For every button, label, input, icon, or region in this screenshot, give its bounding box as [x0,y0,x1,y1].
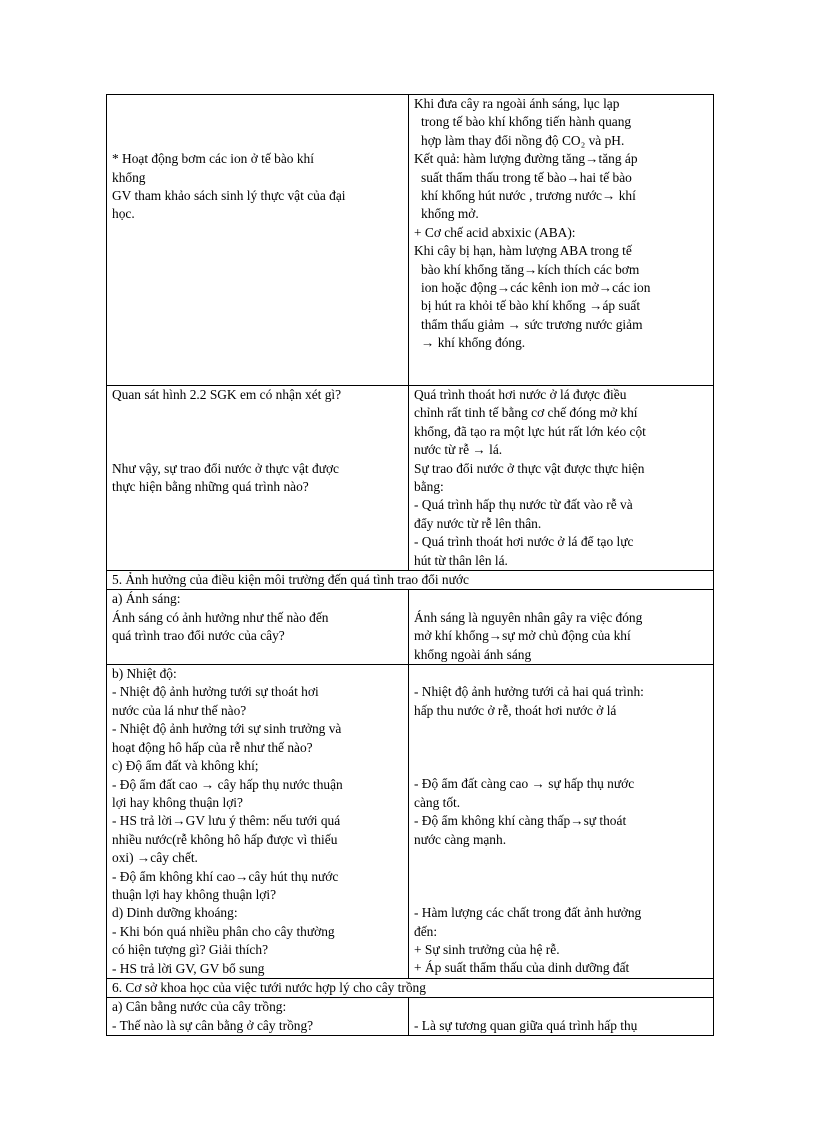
text-line: - Độ ẩm không khí càng thấp→sự thoát [414,813,627,829]
text-line: nước càng mạnh. [414,831,507,847]
text-line: - Quá trình thoát hơi nước ở lá để tạo lực [414,534,634,550]
text-line: nước của lá như thế nào? [112,702,247,718]
text-line: đến: [414,923,438,939]
text-line: a) Ánh sáng: [112,591,181,607]
text-line: mở khí khổng→sự mở chủ động của khí [414,628,631,644]
text-line: thực hiện bằng những quá trình nào? [112,478,309,494]
text-line: + Áp suất thẩm thấu của dinh dưỡng đất [414,960,630,976]
text-line: → khí khổng đóng. [421,335,526,351]
text-line [414,590,708,608]
text-line: + Sự sinh trưởng của hệ rễ. [414,942,560,958]
text-line: - Độ ẩm đất cao → cây hấp thụ nước thuận [112,776,343,792]
text-line: Khi cây bị hạn, hàm lượng ABA trong tế [414,243,632,259]
text-line: - HS trả lời GV, GV bổ sung [112,960,265,976]
text-line: - Thế nào là sự cân bằng ở cây trồng? [112,1017,314,1033]
table-row [107,998,714,1036]
text-line: thẩm thấu giảm → sức trương nước giảm [421,316,643,332]
text-line: suất thẩm thấu trong tế bào→hai tế bào [421,169,632,185]
text-line: nước từ rễ → lá. [414,442,503,458]
text-line: khổng mở. [421,206,479,222]
table-row [107,95,714,386]
text-line: khổng, đã tạo ra một lực hút rất lớn kéo cột [414,423,646,439]
teacher-activity-cell [107,998,409,1036]
text-line: chỉnh rất tinh tế bằng cơ chế đóng mở khí [414,405,638,421]
text-line: c) Độ ẩm đất và không khí; [112,758,259,774]
text-line: Ánh sáng có ảnh hưởng như thế nào đến [112,609,329,625]
text-line: * Hoạt động bơm các ion ở tế bào khí [112,151,314,167]
text-line: - Quá trình hấp thụ nước từ đất vào rễ và [414,497,633,513]
text-line: a) Cân bằng nước của cây trồng: [112,999,287,1015]
content-cell [409,998,714,1036]
text-line [112,423,403,441]
text-line [112,95,403,113]
teacher-activity-cell [107,95,409,386]
text-line [414,867,708,885]
section-heading-row [107,571,714,590]
lesson-table [106,94,714,1036]
text-line: oxi) →cây chết. [112,850,198,866]
text-line [414,739,708,757]
text-line: hấp thu nước ở rễ, thoát hơi nước ở lá [414,702,617,718]
content-cell [409,95,714,386]
content-cell [409,386,714,571]
table-row [107,386,714,571]
content-cell [409,590,714,665]
table-row [107,590,714,665]
teacher-activity-cell [107,590,409,665]
text-line: khổng [112,169,146,185]
text-line: quá trình trao đổi nước của cây? [112,628,285,644]
text-line: hợp làm thay đổi nồng độ CO₂ và pH. [421,132,625,148]
text-line: càng tốt. [414,794,461,810]
text-line [414,665,708,683]
text-line: Ánh sáng là nguyên nhân gây ra việc đóng [414,609,643,625]
table-row [107,665,714,979]
text-line [112,113,403,131]
section-heading-row [107,978,714,997]
text-line: - Độ ẩm không khí cao→cây hút thụ nước [112,868,339,884]
text-line: hút từ thân lên lá. [414,552,508,568]
text-line: có hiện tượng gì? Giải thích? [112,942,269,958]
text-line: bị hút ra khỏi tế bào khí khổng →áp suất [421,298,641,314]
teacher-activity-cell [107,386,409,571]
text-line: bằng: [414,479,444,495]
text-line: - Nhiệt độ ảnh hưởng tưới sự thoát hơi [112,684,319,700]
teacher-activity-cell [107,665,409,979]
text-line: - Hàm lượng các chất trong đất ảnh hưởng [414,905,642,921]
text-line: khí khổng hút nước , trương nước→ khí [421,188,636,204]
text-line: đẩy nước từ rễ lên thân. [414,515,542,531]
text-line: trong tế bào khí khổng tiến hành quang [421,114,632,130]
text-line: lợi hay không thuận lợi? [112,794,243,810]
text-line: - Là sự tương quan giữa quá trình hấp thụ [414,1017,638,1033]
text-line [414,757,708,775]
text-line: GV tham khảo sách sinh lý thực vật của đại [112,187,346,203]
section-heading: 5. Ảnh hưởng của điều kiện môi trường đến quá tình trao đổi nước [107,571,714,590]
text-line [112,132,403,150]
text-line: khổng ngoài ánh sáng [414,646,532,662]
text-line: hoạt động hô hấp của rễ như thế nào? [112,739,313,755]
text-line: Quan sát hình 2.2 SGK em có nhận xét gì? [112,387,342,402]
text-line: - HS trả lời→GV lưu ý thêm: nếu tưới quá [112,813,341,829]
text-line [112,404,403,422]
text-line: Kết quả: hàm lượng đường tăng→tăng áp [414,151,638,167]
text-line: học. [112,206,135,222]
text-line: - Khi bón quá nhiều phân cho cây thường [112,923,335,939]
text-line: - Nhiệt độ ảnh hưởng tưới cả hai quá trình: [414,684,644,700]
text-line: b) Nhiệt độ: [112,666,177,682]
text-line: bào khí khổng tăng→kích thích các bơm [421,261,640,277]
text-line: Sự trao đổi nước ở thực vật được thực hiện [414,460,645,476]
text-line: - Độ ẩm đất càng cao → sự hấp thụ nước [414,776,635,792]
text-line [112,441,403,459]
text-line [414,886,708,904]
content-cell [409,665,714,979]
text-line [414,849,708,867]
text-line: + Cơ chế acid abxixic (ABA): [414,224,576,240]
text-line: Quá trình thoát hơi nước ở lá được điều [414,387,627,402]
text-line: nhiều nước(rễ không hô hấp được vì thiếu [112,831,338,847]
text-line: thuận lợi hay không thuận lợi? [112,886,277,902]
section-heading: 6. Cơ sở khoa học của việc tưới nước hợp lý cho cây trồng [107,978,714,997]
text-line: d) Dinh dưỡng khoáng: [112,905,238,921]
text-line [414,720,708,738]
text-line: ion hoặc động→các kênh ion mở→các ion [421,280,651,296]
text-line [414,998,708,1016]
text-line: Như vậy, sự trao đổi nước ở thực vật được [112,460,339,476]
text-line: Khi đưa cây ra ngoài ánh sáng, lục lạp [414,96,620,111]
text-line: - Nhiệt độ ảnh hưởng tới sự sinh trưởng và [112,721,342,737]
